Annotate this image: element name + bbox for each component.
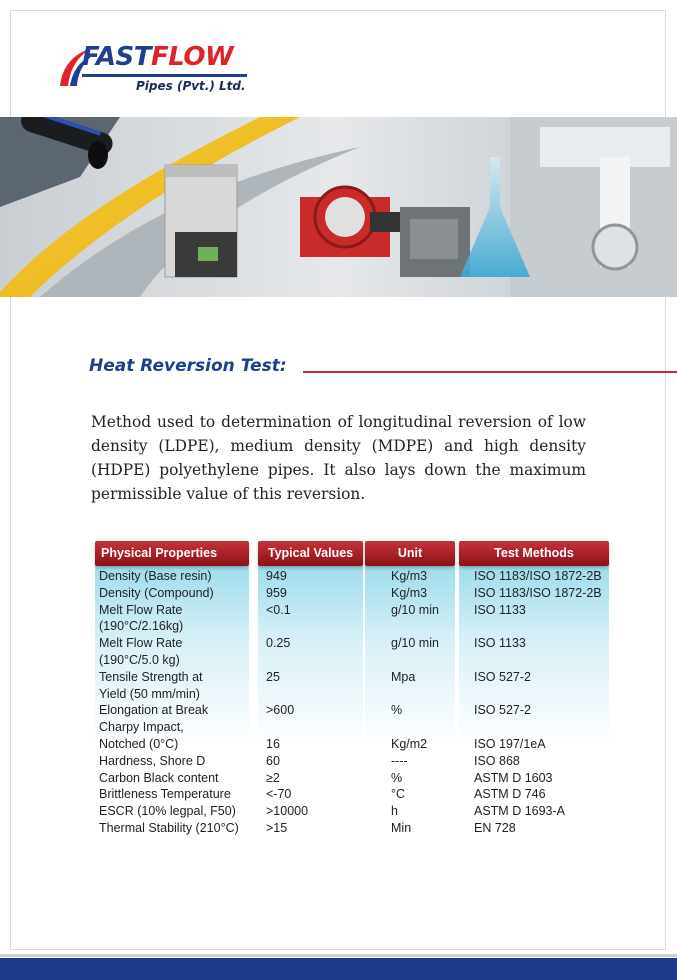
logo-flow: FLOW <box>151 42 234 72</box>
company-logo <box>56 40 256 96</box>
value-cell: <-70 <box>266 787 292 802</box>
property-cell: Tensile Strength at Yield (50 mm/min) <box>99 669 203 701</box>
method-cell: ASTM D 1693-A <box>474 804 566 819</box>
property-cell: ESCR (10% legpal, F50) <box>99 804 236 819</box>
header-banner-image <box>0 117 677 297</box>
property-cell: Elongation at Break <box>99 703 209 718</box>
header-unit: Unit <box>365 541 455 566</box>
table-body <box>95 568 609 837</box>
value-cell: ≥2 <box>266 770 280 785</box>
method-cell: ASTM D 1603 <box>474 770 553 785</box>
unit-cell: Kg/m3 <box>391 585 428 600</box>
heading-rule <box>303 371 677 373</box>
value-cell: <0.1 <box>266 602 291 617</box>
unit-cell: ---- <box>391 753 408 768</box>
method-cell: EN 728 <box>474 820 516 835</box>
unit-cell: g/10 min <box>391 636 439 651</box>
unit-cell: % <box>391 770 403 785</box>
logo-subtitle: Pipes (Pvt.) Ltd. <box>136 79 246 93</box>
table-row <box>95 635 609 669</box>
logo-fast: FAST <box>82 42 151 72</box>
table-row <box>95 702 609 719</box>
property-cell: Density (Base resin) <box>99 569 212 583</box>
value-cell: 25 <box>266 669 280 684</box>
property-cell: Melt Flow Rate (190°C/2.16kg) <box>99 602 184 634</box>
value-cell: 0.25 <box>266 636 291 651</box>
heat-oven-icon <box>165 165 237 277</box>
value-cell: 60 <box>266 753 280 768</box>
table-row <box>95 820 609 837</box>
table-row <box>95 753 609 770</box>
unit-cell: g/10 min <box>391 602 439 617</box>
table-row <box>95 770 609 787</box>
table-row <box>95 669 609 703</box>
table-row <box>95 602 609 636</box>
method-cell: ISO 527-2 <box>474 703 531 718</box>
intro-paragraph: Method used to determination of longitudinal reversion of low density (LDPE), medium density (MDPE) and high density (HDPE) polyethylene pipes. It also lays down the maximum permissible value of this reversion. <box>91 413 586 503</box>
header-test-methods: Test Methods <box>459 541 609 566</box>
method-cell: ISO 527-2 <box>474 669 531 684</box>
method-cell: ISO 868 <box>474 753 520 768</box>
unit-cell: °C <box>391 787 406 802</box>
section-heading: Heat Reversion Test: <box>89 356 287 376</box>
method-cell: ISO 1133 <box>474 602 526 617</box>
table-header <box>95 541 609 566</box>
property-cell: Carbon Black content <box>99 770 219 785</box>
property-cell: Density (Compound) <box>99 585 214 600</box>
footer-bar <box>0 958 677 980</box>
method-cell: ISO 197/1eA <box>474 736 546 751</box>
table-row <box>95 803 609 820</box>
method-cell: ISO 1183/ISO 1872-2B <box>474 569 602 583</box>
method-cell: ISO 1133 <box>474 636 526 651</box>
unit-cell: Kg/m2 <box>391 736 428 751</box>
method-cell: ASTM D 746 <box>474 787 546 802</box>
unit-cell: % <box>391 703 403 718</box>
property-cell: Charpy Impact, Notched (0°C) <box>99 720 184 751</box>
value-cell: 949 <box>266 569 287 583</box>
table-row <box>95 719 609 753</box>
unit-cell: Kg/m3 <box>391 569 428 583</box>
header-typical-values: Typical Values <box>258 541 363 566</box>
header-physical-properties: Physical Properties <box>95 541 249 566</box>
value-cell: >600 <box>266 703 295 718</box>
unit-cell: Mpa <box>391 669 416 684</box>
property-cell: Brittleness Temperature <box>99 787 231 802</box>
table-row <box>95 585 609 602</box>
value-cell: >15 <box>266 820 288 835</box>
property-cell: Melt Flow Rate (190°C/5.0 kg) <box>99 636 183 667</box>
property-cell: Thermal Stability (210°C) <box>99 820 239 835</box>
property-cell: Hardness, Shore D <box>99 753 206 768</box>
table-row <box>95 786 609 803</box>
logo-underline <box>82 74 247 77</box>
value-cell: >10000 <box>266 804 309 819</box>
banner-illustration <box>0 117 677 297</box>
unit-cell: Min <box>391 820 412 835</box>
table-row <box>95 568 609 585</box>
value-cell: 16 <box>266 736 280 751</box>
logo-wordmark <box>82 42 233 72</box>
method-cell: ISO 1183/ISO 1872-2B <box>474 585 602 600</box>
value-cell: 959 <box>266 585 287 600</box>
unit-cell: h <box>391 804 398 819</box>
